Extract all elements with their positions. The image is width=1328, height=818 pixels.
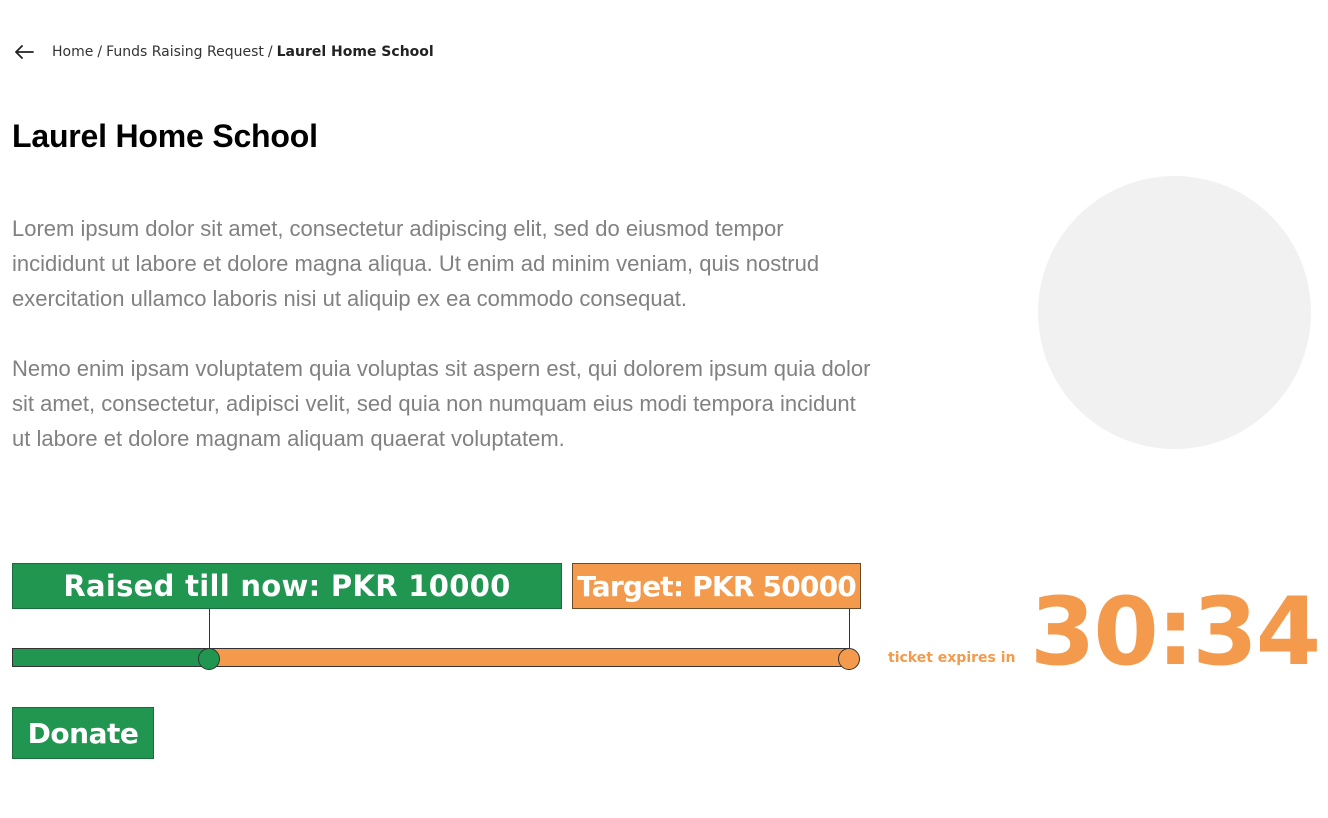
target-amount-label: Target: PKR 50000: [572, 563, 861, 609]
target-connector-line: [849, 609, 850, 649]
raised-amount-label: Raised till now: PKR 10000: [12, 563, 562, 609]
breadcrumb-home[interactable]: Home: [52, 44, 94, 60]
arrow-left-icon[interactable]: [14, 40, 36, 64]
donate-button[interactable]: Donate: [12, 707, 154, 759]
school-image-placeholder: [1038, 176, 1311, 449]
breadcrumb-funds-raising-request[interactable]: Funds Raising Request: [106, 44, 264, 60]
raised-progress-marker: [198, 648, 220, 670]
breadcrumb: [14, 40, 434, 64]
breadcrumb-separator: /: [97, 44, 103, 60]
description-paragraph-2: Nemo enim ipsam voluptatem quia voluptas sit aspern est, qui dolorem ipsum quia dolor sit amet, consectetur, adipisci velit, sed quia non numquam eius modi tempora incidunt ut labore et dolore magnam aliquam quaerat voluptatem.: [12, 356, 871, 451]
breadcrumb-separator: /: [267, 44, 273, 60]
funding-progress-fill: [13, 649, 210, 666]
raised-connector-line: [209, 609, 210, 649]
funding-progress-bar: [12, 648, 849, 667]
description-paragraph-1: Lorem ipsum dolor sit amet, consectetur adipiscing elit, sed do eiusmod tempor incididunt ut labore et dolore magna aliqua. Ut enim ad minim veniam, quis nostrud exercitation ullamco laboris nisi ut aliquip ex ea commodo consequat.: [12, 216, 820, 311]
countdown-timer: 30:34: [1030, 578, 1320, 687]
ticket-expires-label: ticket expires in: [888, 650, 1016, 666]
page-title: Laurel Home School: [12, 118, 318, 154]
target-progress-marker: [838, 648, 860, 670]
breadcrumb-current: Laurel Home School: [276, 44, 434, 60]
